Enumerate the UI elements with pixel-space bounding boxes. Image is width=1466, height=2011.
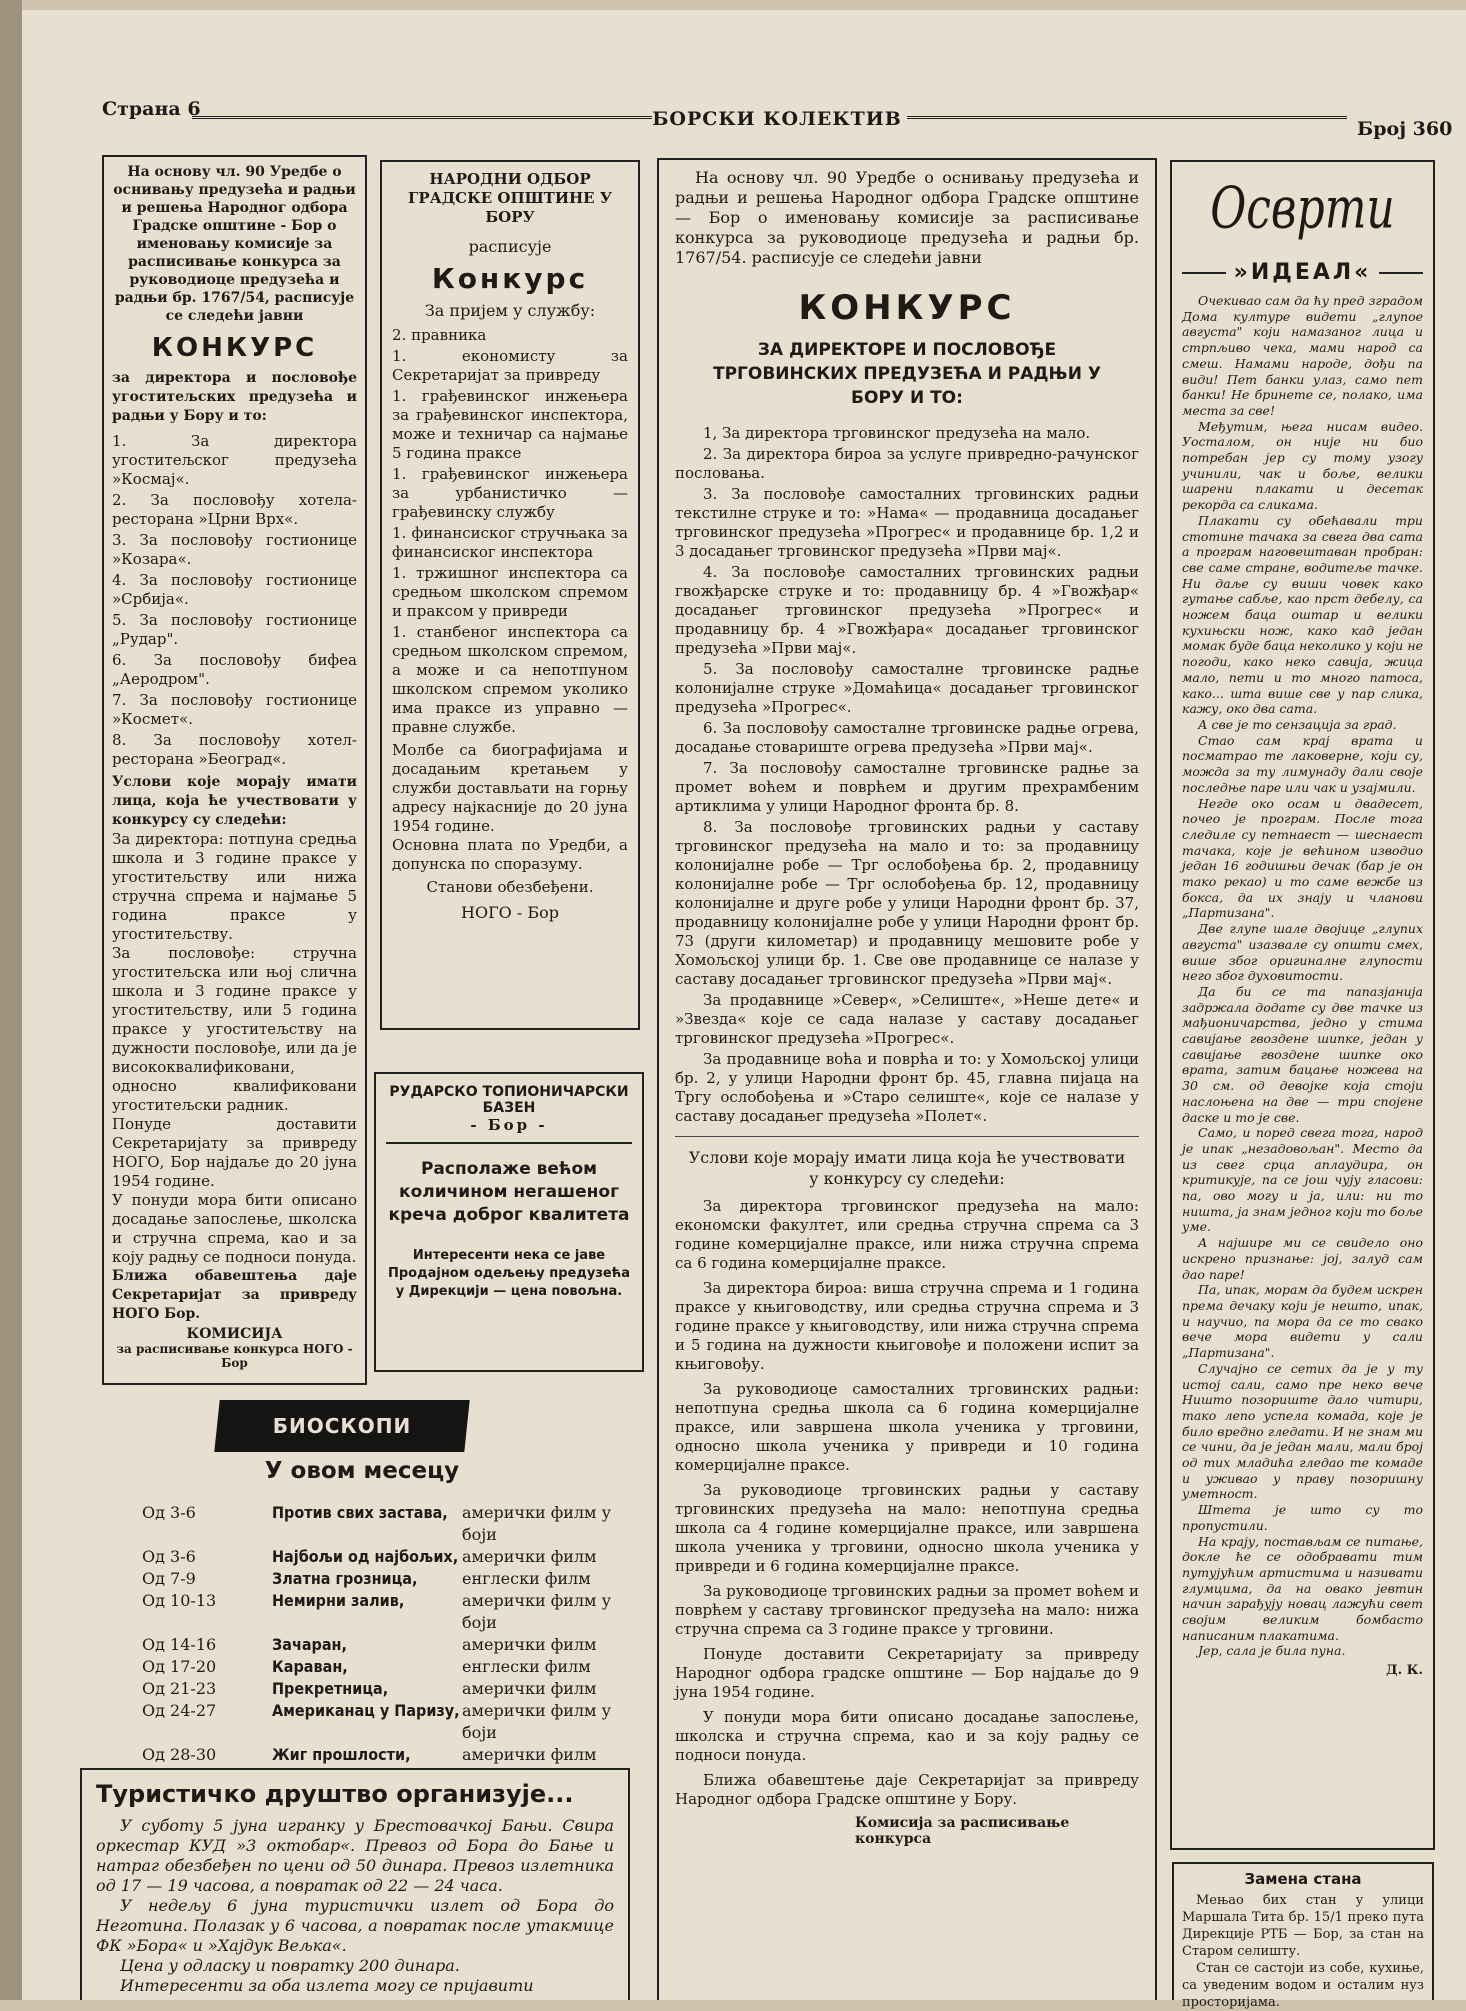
tourist-box	[80, 1768, 630, 2000]
film-dates: Од 21-23	[142, 1679, 217, 1698]
tourist-p1: У суботу 5 јуна игранку у Брестовачкој Бањи. Свира оркестар КУД »3 октобар«. Превоз од Бора до Бање и натраг обезбеђен по цени од 50 динара. Превоз излетника од 17 — 19 часова, а повратак од 22 — 24 часа.	[96, 1816, 614, 1895]
article-title: »ИДЕАЛ«	[1233, 260, 1372, 285]
film-list	[142, 1502, 647, 1764]
list-item: 3. За пословође самосталних трговинских радњи текстилне струке и то: »Нама« — продавница досадањег трговинског предузећа »Прогрес« и продавнице бр. 1,2 и 3 досадањег трговинског предузећа »Први мај«.	[675, 485, 1139, 560]
conditions-title: Услови које морају имати лица, која ће учествовати у конкурсу су следећи:	[112, 774, 357, 828]
list-item: 7. За пословођу самосталне трговинске радње за промет воћем и поврћем и другим прехрамбеним артиклима у улици Народног фронта бр. 8.	[675, 759, 1139, 815]
trade-conditions	[675, 1197, 1139, 1809]
film-title: Караван,	[272, 1657, 348, 1676]
list-item: За руководиоце трговинских радњи за промет воћем и поврћем у саставу трговинског предузећа на мало: нижа стручна спрема са 3 године праксе у трговини.	[675, 1582, 1139, 1638]
film-title: Златна грозница,	[272, 1569, 418, 1588]
employment-list	[392, 326, 628, 737]
paragraph: Само, и поред свега тога, народ је ипак „незадовољан". Место да из свег срца аплаудира, он критикује, па се још чују гласови: па, ово могу и ја, или: ни то ништа, ја знам једног који то боље уме.	[1182, 1125, 1423, 1235]
list-item: 1, За директора трговинског предузећа на мало.	[703, 424, 1091, 442]
cinema-badge-label: БИОСКОПИ	[272, 1414, 412, 1438]
paragraph: Па, ипак, морам да будем искрен према дечаку који је нешто, ипак, и научио, па мора да се то свако вече мора видети у сали „Партизана".	[1182, 1282, 1423, 1361]
film-dates: Од 24-27	[142, 1701, 217, 1720]
ad-contact: Интересенти нека се јаве Продајном одељењу предузећа у Дирекцији — цена повољна.	[387, 1248, 631, 1299]
issue-number: Број 360	[1357, 118, 1453, 140]
trade-signature: Комисија за расписивање конкурса	[855, 1815, 1070, 1847]
housing-text: Станови обезбеђени.	[426, 878, 594, 896]
header-rule-left	[192, 116, 652, 119]
konkurs-title: КОНКУРС	[151, 333, 318, 363]
announces: расписује	[468, 237, 552, 256]
film-row	[142, 1568, 647, 1590]
film-row	[142, 1656, 647, 1678]
film-row	[142, 1678, 647, 1700]
list-item: 7. За пословођу гостионице »Космет«.	[112, 691, 357, 728]
paper-name: БОРСКИ КОЛЕКТИВ	[652, 108, 902, 130]
salary-text: Основна плата по Уредби, а допунска по споразуму.	[392, 836, 628, 873]
list-item: 8. За пословође трговинских радњи у саставу трговинског предузећа на мало и то: за продавницу колонијалне робе — Трг ослобођења бр. 2, продавницу колонијалне робе — Трг ослобођења бр. 12, продавницу колонијалне и друге робе у улици Народни фронт бр. 37, продавницу колонијалне робе у улици Народни фронт бр. 73 (други километар) и продавницу мешовите робе у Хомољској улици бр. 1. Све ове продавнице се налазе у саставу досадањег трговинског предузећа »Први мај«.	[675, 818, 1139, 988]
film-dates: Од 3-6	[142, 1547, 196, 1566]
film-genre: амерички филм	[462, 1635, 597, 1654]
tourist-p4: Интересенти за оба излета могу се пријавити	[120, 1976, 534, 1995]
list-item: 5. За пословођу самосталне трговинске радње колонијалне струке »Домаћица« досадањег трговинског предузећа »Прогрес«.	[675, 660, 1139, 716]
film-genre: амерички филм у боји	[462, 1503, 611, 1544]
film-dates: Од 14-16	[142, 1635, 217, 1654]
film-title: Најбољи од најбољих,	[272, 1547, 459, 1566]
paragraph: Две глупе шале двојице „глупих августа" изазвале су општи смех, више због оригиналне глупости него због духовитости.	[1182, 921, 1423, 984]
konkurs-title-2: Конкурс	[431, 262, 589, 295]
list-item: 1. станбеног инспектора са средњом школском спремом, а може и са непотпуном школском спремом уколико има праксе из управно — правне службе.	[392, 623, 628, 736]
list-item: 2. правника	[392, 326, 487, 344]
offer-note: У понуди мора бити описано досадање запослење, школска и стручна спрема, као и за коју радњу се подноси понуда.	[112, 1191, 357, 1266]
paragraph: Јер, сала је била пуна.	[1198, 1643, 1346, 1659]
film-title: Американац у Паризу,	[272, 1701, 460, 1720]
column-name: Осврти	[1210, 175, 1395, 242]
list-item: 1. грађевинског инжењера за грађевинског инспектора, може и техничар са најмање 5 година праксе	[392, 387, 628, 462]
konkurs-subtitle: за директора и пословође угоститељских предузећа и радњи у Бору и то:	[112, 370, 357, 424]
film-title: Немирни залив,	[272, 1591, 405, 1610]
film-title: Против свих застава,	[272, 1503, 448, 1522]
tourist-title: Туристичко друштво организује...	[96, 1780, 574, 1808]
list-item: 1. За директора угоститељског предузећа »Космај«.	[112, 432, 357, 488]
list-item: За руководиоце трговинских радњи у саставу трговинских предузећа на мало: непотпуна средња школа са 4 године комерцијалне праксе, или завршена школа ученика у трговини, односно школа ученика у привреди и 6 година комерцијалне праксе.	[675, 1481, 1139, 1575]
paragraph: На крају, постављам се питање, докле ће се одобравати тим путујућим артистима и називати глумцима, да на овако јевтин начин зарађују новац лажући свет својим великим бомбасто написаним плакатима.	[1182, 1533, 1423, 1643]
trade-positions	[675, 424, 1139, 1126]
paragraph: А све је то сензација за град.	[1198, 716, 1397, 732]
trade-title: КОНКУРС	[798, 288, 1016, 328]
film-genre: амерички филм	[462, 1547, 597, 1566]
list-item: 1. тржишног инспектора са средњом школском спремом и праксом у привреди	[392, 564, 628, 620]
konkurs-employment-box	[380, 160, 640, 1030]
film-row	[142, 1700, 647, 1744]
ad-headline: Располаже већом количином негашеног креча доброг квалитета	[388, 1159, 630, 1225]
konkurs-intro: На основу чл. 90 Уредбе о оснивању предузећа и радњи и решења Народног одбора Градске општине - Бор о именовању комисије за расписивање конкурса за руководиоце предузећа и радњи бр. 1767/54, расписује се следећи јавни	[113, 164, 356, 324]
list-item: 1. грађевинског инжењера за урбанистичко — грађевинску службу	[392, 465, 628, 521]
film-genre: енглески филм	[462, 1657, 591, 1676]
film-title: Жиг прошлости,	[272, 1745, 411, 1764]
trade-intro: На основу чл. 90 Уредбе о оснивању предузећа и радњи и решења Народног одбора Градске општине — Бор о именовању комисије за расписивање конкурса за руководиоце предузећа и радњи бр. 1767/54. расписује се следећи јавни	[675, 168, 1139, 267]
list-item: У понуди мора бити описано досадање запослење, школска и стручна спрема, као и за коју радњу се подноси понуда.	[675, 1708, 1139, 1764]
signature-sub: за расписивање конкурса НОГО - Бор	[116, 1342, 353, 1370]
title-rule-right	[1379, 272, 1423, 274]
film-dates: Од 10-13	[142, 1591, 217, 1610]
company-name: РУДАРСКО ТОПИОНИЧАРСКИ БАЗЕН	[389, 1084, 629, 1116]
list-item: 4. За пословође самосталних трговинских радњи гвожђарске струке и то: продавницу бр. 4 »Гвожђар« досадањег трговинског предузећа »Прогрес« и продавницу бр. 4 »Гвожђара« досадањег трговинског предузећа »Први мај«.	[675, 563, 1139, 657]
author: Д. К.	[1386, 1663, 1423, 1679]
paragraph: Негде око осам и двадесет, почео је програм. После тога следиле су петнаест — шеснаест тачака, које је већином изводио један 16 годишњи дечак (бар је он тако рекао) и то саме вежбе из бокса, да их знају и чланови „Партизана".	[1182, 795, 1423, 921]
paragraph: А најшире ми се свидело оно искрено признање: јој, залуд сам дао паре!	[1182, 1235, 1423, 1282]
tourist-p2: У недељу 6 јуна туристички излет од Бора до Неготина. Полазак у 6 часова, а повратак после утакмице ФК »Бора« и »Хајдук Вељка«.	[96, 1896, 614, 1955]
apartment-box	[1172, 1862, 1434, 2010]
newspaper-page	[22, 10, 1466, 2010]
list-item: 8. За пословођу хотел-ресторана »Београд«.	[112, 731, 357, 768]
film-row	[142, 1634, 647, 1656]
list-item: 6. За пословођу самосталне трговинске радње огрева, досадање стовариште огрева предузећа »Први мај«.	[675, 719, 1139, 756]
paragraph: Међутим, њега нисам видео. Уосталом, он није ни био потребан јер су тому узогу учинили, чак и боље, велики шарени плакати и десетак рекорда са сликама.	[1182, 418, 1423, 513]
title-rule-left	[1182, 272, 1226, 274]
apartment-text-2: Стан се састоји из собе, кухиње, са уведеним водом и осталим нуз просторијама.	[1182, 1961, 1424, 2010]
list-item: Понуде доставити Секретаријату за привреду Народног одбора градске општине — Бор најдаље до 9 јуна 1954 године.	[675, 1645, 1139, 1701]
for-service: За пријем у службу:	[424, 301, 596, 320]
signature: КОМИСИЈА	[186, 1326, 283, 1342]
position-list	[112, 432, 357, 769]
list-item: За продавнице воћа и поврћа и то: у Хомољској улици бр. 2, у улици Народни фронт бр. 45, главна пијаца на Тргу ослобођења и »Старо селиште«, које се налазе у саставу досадањег предузећа »Полет«.	[675, 1050, 1139, 1125]
list-item: 6. За пословођу бифеа „Аеродром".	[112, 651, 357, 688]
list-item: За продавнице »Север«, »Селиште«, »Неше дете« и »Звезда« које се сада налазе у саставу досадањег трговинског предузећа »Прогрес«.	[675, 991, 1139, 1047]
header-rule-right	[907, 116, 1347, 119]
film-title: Зачаран,	[272, 1635, 347, 1654]
list-item: 2. За директора бироа за услуге привредно-рачунског пословања.	[675, 445, 1139, 482]
film-genre: амерички филм у боји	[462, 1701, 611, 1742]
paragraph: Да би се та папазјанија задржала додате су две тачке из мађионичарства, једно у стима савијање гвоздене шипке, један у савијање гвоздене шипке око врата, затим бацање ножева на 30 см. од девојке која стоји наслоњена на две — три спојене даске и то је све.	[1182, 983, 1423, 1125]
apartment-title: Замена стана	[1244, 1870, 1362, 1888]
trade-divider	[675, 1136, 1139, 1137]
applications-text: Молбе са биографијама и досадањим кретањем у служби достављати на горњу адресу најкасније до 20 јуна 1954 године.	[392, 741, 628, 835]
konkurs-hospitality-box	[102, 155, 367, 1385]
paragraph: Штета је што су то пропустили.	[1182, 1502, 1423, 1533]
list-item: 4. За пословођу гостионице »Србија«.	[112, 571, 357, 608]
condition-manager: За пословође: стручна угоститељска или њој слична школа и 3 године праксе у угоститељству, или 5 година праксе у угоститељству на дужности пословође, или да је висококвалификовани, односно квалификовани угоститељски радник.	[112, 944, 357, 1114]
list-item: Ближа обавештење даје Секретаријат за привреду Народног одбора Градске општине у Бору.	[675, 1771, 1139, 1808]
film-row	[142, 1502, 647, 1546]
list-item: 2. За пословођу хотела-ресторана »Црни Врх«.	[112, 491, 357, 528]
lime-ad-box	[374, 1072, 644, 1372]
list-item: За руководиоце самосталних трговинских радњи: непотпуна средња школа са 6 година комерцијалне праксе, или завршена школа ученика у трговини, односно школа ученика у привреди и 10 година комерцијалне праксе.	[675, 1380, 1139, 1474]
konkurs-trade-box	[657, 158, 1157, 2000]
employment-sign: НОГО - Бор	[461, 903, 559, 922]
list-item: 1. економисту за Секретаријат за привреду	[392, 347, 628, 384]
company-place: - Бор -	[470, 1116, 548, 1134]
film-row	[142, 1744, 647, 1766]
list-item: 3. За пословођу гостионице »Козара«.	[112, 531, 357, 568]
list-item: За директора трговинског предузећа на мало: економски факултет, или средња стручна спрема са 3 године комерцијалне праксе, или нижа стручна спрема са 6 година комерцијалне праксе.	[675, 1197, 1139, 1272]
paragraph: Плакати су обећавали три стотине тачака за свега два сата а програм наговештаван пробран: све саме стране, водитеље тачке. Ни даље су виши човек како гутање сабље, као прст дебелу, са ножем баца оштар и велики кухињски нож, како кад један момак буде баца неколико у који не погоди, како неко савија, жица мало, пети и то много патоса, како... шта више све у пар слика, кажу, око два сата.	[1182, 512, 1423, 717]
film-dates: Од 7-9	[142, 1569, 196, 1588]
film-row	[142, 1590, 647, 1634]
trade-conditions-title: Услови које морају имати лица која ће учествовати у конкурсу су следећи:	[688, 1148, 1126, 1188]
offers-text: Понуде доставити Секретаријату за привреду НОГО, Бор најдаље до 20 јуна 1954 године.	[112, 1115, 357, 1190]
film-title: Прекретница,	[272, 1679, 389, 1698]
film-genre: амерички филм	[462, 1679, 597, 1698]
osvrti-box	[1170, 160, 1435, 1850]
list-item: 5. За пословођу гостионице „Рудар".	[112, 611, 357, 648]
article-body	[1182, 293, 1423, 1659]
cinema-section	[102, 1400, 647, 1764]
film-genre: амерички филм у боји	[462, 1591, 611, 1632]
cinema-badge	[214, 1400, 469, 1452]
tourist-p3: Цена у одласку и повратку 200 динара.	[120, 1956, 460, 1975]
org-name: НАРОДНИ ОДБОР ГРАДСКЕ ОПШТИНЕ У БОРУ	[407, 170, 613, 226]
page-edge	[0, 0, 22, 2000]
list-item: 1. финансиског стручњака за финансиског инспектора	[392, 524, 628, 561]
condition-director: За директора: потпуна средња школа и 3 године праксе у угоститељству или нижа стручна спрема и најмање 5 година праксе у угоститељству.	[112, 830, 357, 943]
paragraph: Очекивао сам да ћу пред зградом Дома културе видети „глупое августа" који намазаног лица и стрпљиво чека, мами народ са смеш. Намами народе, дођи па види! Пет банки улаз, само пет банки! Не бринете се, полако, има места за све!	[1182, 293, 1423, 418]
film-dates: Од 28-30	[142, 1745, 217, 1764]
film-genre: енглески филм	[462, 1569, 591, 1588]
paragraph: Стао сам крај врата и посматрао те лаковерне, који су, можда за ту лимунаду дали своје последње паре или чак и узајмили.	[1182, 732, 1423, 795]
page-label: Страна 6	[102, 98, 201, 120]
film-row	[142, 1546, 647, 1568]
film-dates: Од 17-20	[142, 1657, 217, 1676]
ad-divider	[386, 1142, 632, 1144]
apartment-text: Мењао бих стан у улици Маршала Тита бр. 15/1 преко пута Дирекције РТБ — Бор, за стан на Старом селишту.	[1182, 1893, 1424, 1959]
film-dates: Од 3-6	[142, 1503, 196, 1522]
cinema-subtitle: У овом месецу	[264, 1458, 460, 1484]
film-genre: амерички филм	[462, 1745, 597, 1764]
paragraph: Случајно се сетих да је у ту истој сали, само пре неко вече Ништо позориште дало читири, тако лепо успела комада, које је било вредно гледати. И не знам ми се чини, да је један мали, мали број од тих младића гледао те комаде и уживао у праву позоришну уметност.	[1182, 1360, 1423, 1502]
info-text: Ближа обавештења даје Секретаријат за привреду НОГО Бор.	[112, 1268, 357, 1322]
trade-subtitle: ЗА ДИРЕКТОРЕ И ПОСЛОВОЂЕ ТРГОВИНСКИХ ПРЕДУЗЕЋА И РАДЊИ У БОРУ И ТО:	[713, 340, 1101, 408]
list-item: За директора бироа: виша стручна спрема и 1 година праксе у књиговодству, или средња стручна спрема и 3 године праксе у књиговодству, или нижа стручна спрема и 5 година на дужности књиговође и положени испит за књиговођу.	[675, 1279, 1139, 1373]
